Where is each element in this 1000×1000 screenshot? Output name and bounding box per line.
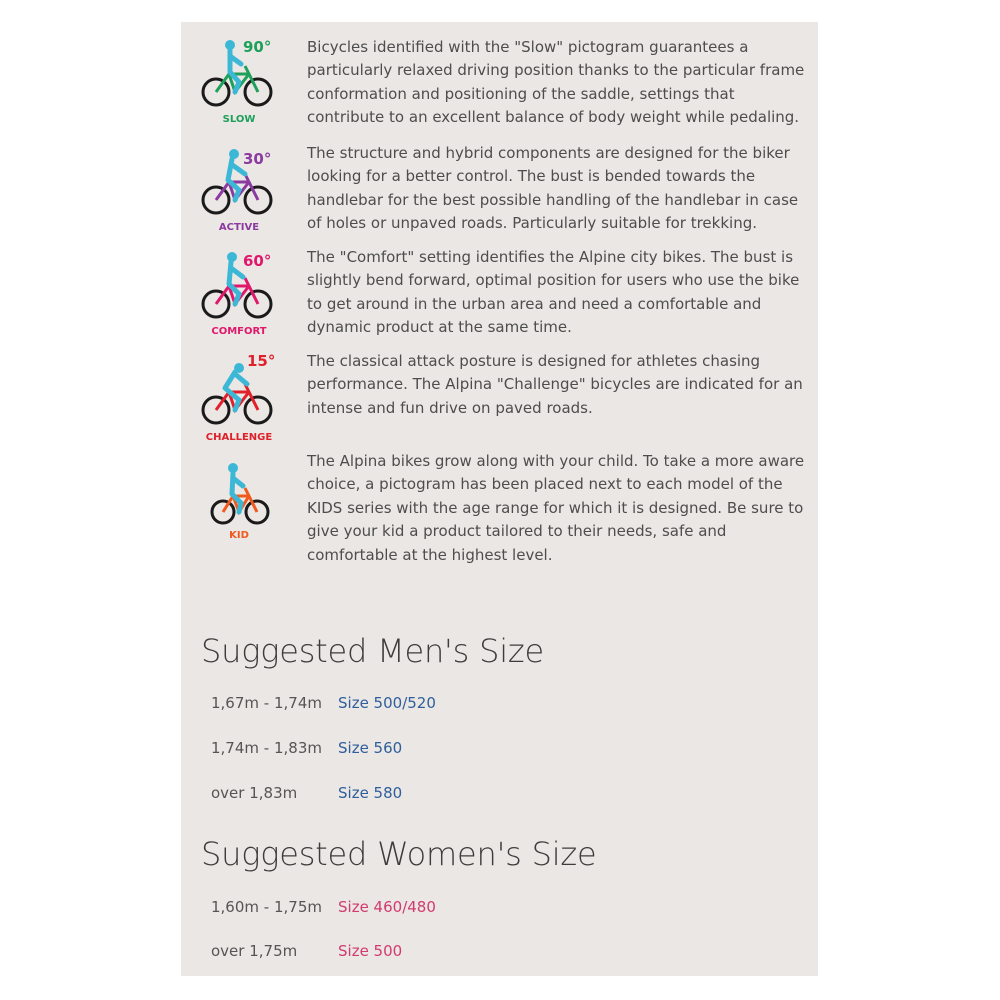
height-range: 1,67m - 1,74m (211, 694, 322, 712)
bike-info-panel (181, 22, 818, 976)
size-value: Size 460/480 (338, 898, 436, 916)
posture-row-kid (181, 448, 818, 578)
challenge-label: CHALLENGE (205, 432, 273, 443)
kid-pictogram-icon (199, 454, 279, 546)
mens-size-row (211, 739, 402, 757)
mens-size-row (211, 784, 402, 802)
height-range: over 1,75m (211, 942, 298, 960)
womens-size-title: Suggested Women's Size (201, 835, 597, 873)
active-label: ACTIVE (218, 222, 260, 233)
comfort-angle: 60° (243, 252, 272, 270)
mens-size-title: Suggested Men's Size (201, 632, 544, 670)
height-range: 1,60m - 1,75m (211, 898, 322, 916)
kid-label: KID (229, 530, 249, 541)
comfort-label: COMFORT (211, 326, 267, 337)
slow-description: Bicycles identified with the "Slow" pictogram guarantees a particularly relaxed driving position thanks to the particular frame conformation and positioning of the saddle, settings that contribute to an excellent balance of body weight while pedaling. (307, 38, 805, 127)
challenge-pictogram-icon (199, 354, 279, 446)
active-pictogram-icon (199, 144, 279, 236)
mens-size-row (211, 694, 436, 712)
posture-row-active (181, 140, 818, 240)
slow-angle: 90° (243, 38, 272, 56)
slow-label: SLOW (222, 114, 256, 125)
comfort-description: The "Comfort" setting identifies the Alpine city bikes. The bust is slightly bend forward, optimal position for users who use the bike to get around in the urban area and need a comfortable and dynamic product at the same time. (307, 248, 800, 337)
posture-row-challenge (181, 348, 818, 448)
size-value: Size 500/520 (338, 694, 436, 712)
height-range: over 1,83m (211, 784, 298, 802)
womens-size-row (211, 898, 436, 916)
active-angle: 30° (243, 150, 272, 168)
size-value: Size 560 (338, 739, 403, 757)
kid-description: The Alpina bikes grow along with your child. To take a more aware choice, a pictogram has been placed next to each model of the KIDS series with the age range for which it is designed. Be sure to give your kid a product tailored to their needs, safe and comfortable at the highest level. (307, 452, 805, 564)
comfort-pictogram-icon (199, 248, 279, 340)
size-value: Size 500 (338, 942, 403, 960)
challenge-description: The classical attack posture is designed for athletes chasing performance. The Alpina "Challenge" bicycles are indicated for an intense and fun drive on paved roads. (307, 352, 803, 417)
posture-row-comfort (181, 244, 818, 344)
slow-pictogram-icon (199, 36, 279, 128)
size-value: Size 580 (338, 784, 403, 802)
posture-row-slow (181, 36, 818, 136)
womens-size-row (211, 942, 402, 960)
active-description: The structure and hybrid components are designed for the biker looking for a better control. The bust is bended towards the handlebar for the best possible handling of the handlebar in case of holes or unpaved roads. Particularly suitable for trekking. (307, 144, 799, 233)
height-range: 1,74m - 1,83m (211, 739, 322, 757)
challenge-angle: 15° (247, 354, 276, 370)
